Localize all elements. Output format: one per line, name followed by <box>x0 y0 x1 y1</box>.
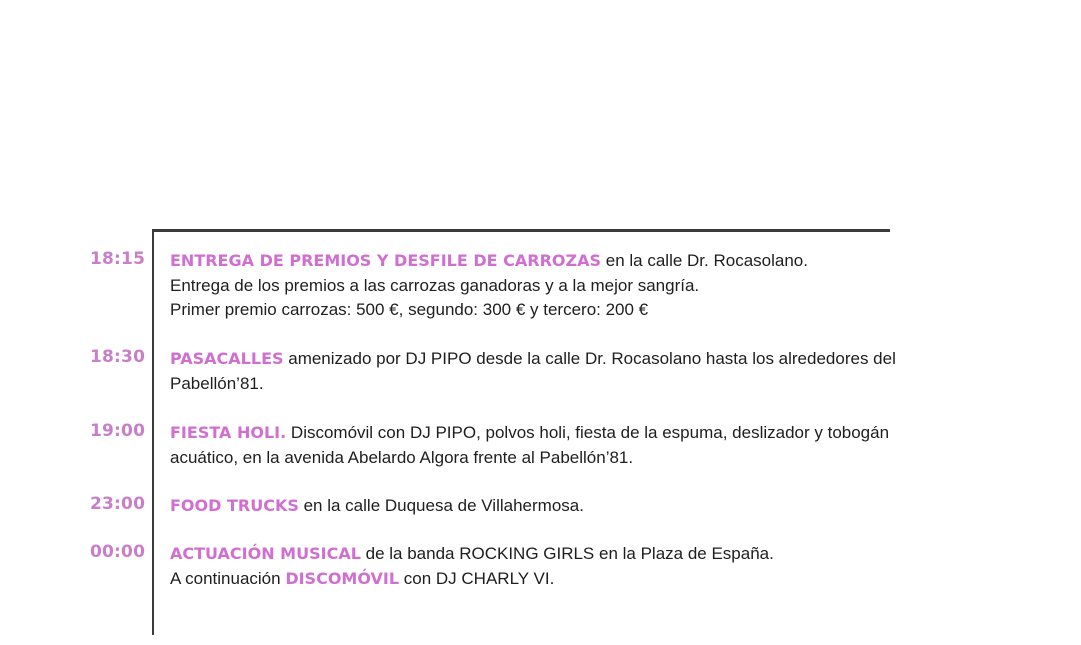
event-text: Discomóvil con DJ PIPO, polvos holi, fiesta de la espuma, deslizador y tobogán <box>286 423 890 442</box>
entry-line <box>170 567 910 592</box>
schedule-entry <box>170 494 910 519</box>
event-title: FIESTA HOLI. <box>170 423 287 442</box>
schedule-entry <box>170 249 910 323</box>
event-text: A continuación <box>170 568 286 588</box>
event-title: FOOD TRUCKS <box>170 496 299 515</box>
event-text: en la calle Duquesa de Villahermosa. <box>298 496 584 515</box>
entry-line <box>170 542 910 567</box>
entry-line <box>170 249 910 274</box>
event-text: amenizado por DJ PIPO desde la calle Dr. Rocasolano hasta los alrededores del <box>283 349 896 368</box>
event-title: ENTREGA DE PREMIOS Y DESFILE DE CARROZAS <box>170 251 602 270</box>
top-divider <box>152 229 890 232</box>
vertical-divider <box>152 229 154 635</box>
event-text: de la banda ROCKING GIRLS en la Plaza de España. <box>360 544 774 563</box>
schedule-time: 18:30 <box>90 347 146 367</box>
schedule-entry <box>170 421 910 470</box>
schedule-time: 19:00 <box>90 421 146 441</box>
event-title: ACTUACIÓN MUSICAL <box>170 544 361 563</box>
event-text: en la calle Dr. Rocasolano. <box>601 251 808 270</box>
entry-line <box>170 494 910 519</box>
event-title: DISCOMÓVIL <box>285 568 400 588</box>
schedule-time: 18:15 <box>90 249 146 269</box>
entry-line: Primer premio carrozas: 500 €, segundo: 300 € y tercero: 200 € <box>170 300 649 319</box>
entry-line <box>170 421 910 446</box>
entry-line: acuático, en la avenida Abelardo Algora frente al Pabellón’81. <box>170 447 634 467</box>
event-title: PASACALLES <box>170 349 284 368</box>
schedule-entry <box>170 347 910 396</box>
entry-line: Entrega de los premios a las carrozas ganadoras y a la mejor sangría. <box>170 275 700 295</box>
schedule-time: 23:00 <box>90 494 146 514</box>
entry-line: Pabellón’81. <box>170 373 264 393</box>
entry-line <box>170 347 910 372</box>
schedule-time: 00:00 <box>90 542 146 562</box>
schedule-entry <box>170 542 910 591</box>
event-text: con DJ CHARLY VI. <box>399 568 555 588</box>
